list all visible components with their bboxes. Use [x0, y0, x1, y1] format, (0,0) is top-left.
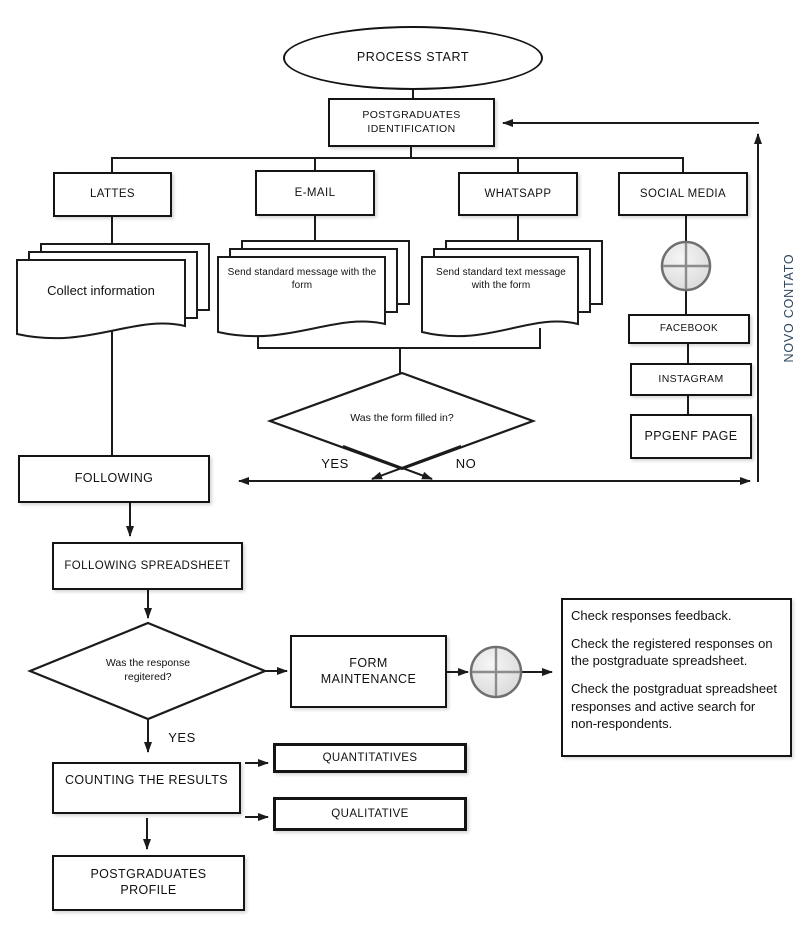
- decision-form-filled-label: Was the form filled in?: [350, 412, 454, 425]
- novo-contato-label: NOVO CONTATO: [782, 253, 796, 363]
- form-maintenance-junction-icon: [471, 647, 521, 697]
- decision-response-yes-label: YES: [168, 729, 196, 745]
- form-maintenance-label: FORM MAINTENANCE: [320, 655, 417, 686]
- instagram-label: INSTAGRAM: [658, 372, 724, 385]
- lattes-node: [53, 172, 172, 217]
- following-spreadsheet-node: [52, 542, 243, 590]
- facebook-label: FACEBOOK: [659, 322, 719, 334]
- quantitatives-node: [273, 743, 467, 773]
- postgraduates-profile-label: POSTGRADUATES PROFILE: [90, 867, 207, 897]
- maintenance-notes-box: [561, 598, 792, 757]
- ppgenf-page-node: [630, 414, 752, 459]
- note-2: Check the registered responses on the postgraduate spreadsheet.: [571, 636, 773, 669]
- following-spreadsheet-label: FOLLOWING SPREADSHEET: [64, 559, 231, 572]
- email-node: [255, 170, 375, 216]
- whatsapp-node: [458, 172, 578, 216]
- postgraduates-profile-node: [52, 855, 245, 911]
- following-label: FOLLOWING: [74, 471, 154, 486]
- social-media-node: [618, 172, 748, 216]
- facebook-node: [628, 314, 750, 344]
- following-node: [18, 455, 210, 503]
- email-label: E-MAIL: [294, 186, 336, 199]
- form-maintenance-node: [290, 635, 447, 708]
- social-media-junction-icon: [662, 242, 710, 290]
- postgraduates-identification-label: POSTGRADUATES IDENTIFICATION: [362, 109, 461, 135]
- qualitative-label: QUALITATIVE: [331, 807, 409, 820]
- decision-form-no-label: NO: [455, 455, 477, 471]
- whatsapp-document-label: Send standard text message with the form: [436, 266, 566, 291]
- decision-form-yes-label: YES: [321, 455, 349, 471]
- email-document-label: Send standard message with the form: [227, 266, 377, 291]
- whatsapp-label: WHATSAPP: [484, 187, 552, 200]
- note-3: Check the postgraduat spreadsheet responses and active search for non-respondents.: [571, 681, 777, 731]
- collect-information-label: Collect information: [47, 283, 155, 299]
- postgraduates-identification-node: [328, 98, 495, 147]
- ppgenf-page-label: PPGENF PAGE: [644, 428, 738, 443]
- qualitative-node: [273, 797, 467, 831]
- counting-results-node: [52, 762, 241, 814]
- note-1: Check responses feedback.: [571, 608, 732, 623]
- instagram-node: [630, 363, 752, 396]
- process-start-node: [283, 26, 543, 90]
- process-start-label: PROCESS START: [356, 50, 470, 65]
- quantitatives-label: QUANTITATIVES: [322, 751, 418, 764]
- social-media-label: SOCIAL MEDIA: [639, 187, 727, 200]
- lattes-label: LATTES: [89, 188, 135, 201]
- counting-results-label: COUNTING THE RESULTS: [64, 773, 229, 787]
- decision-response-registered-label: Was the response regitered?: [105, 657, 191, 683]
